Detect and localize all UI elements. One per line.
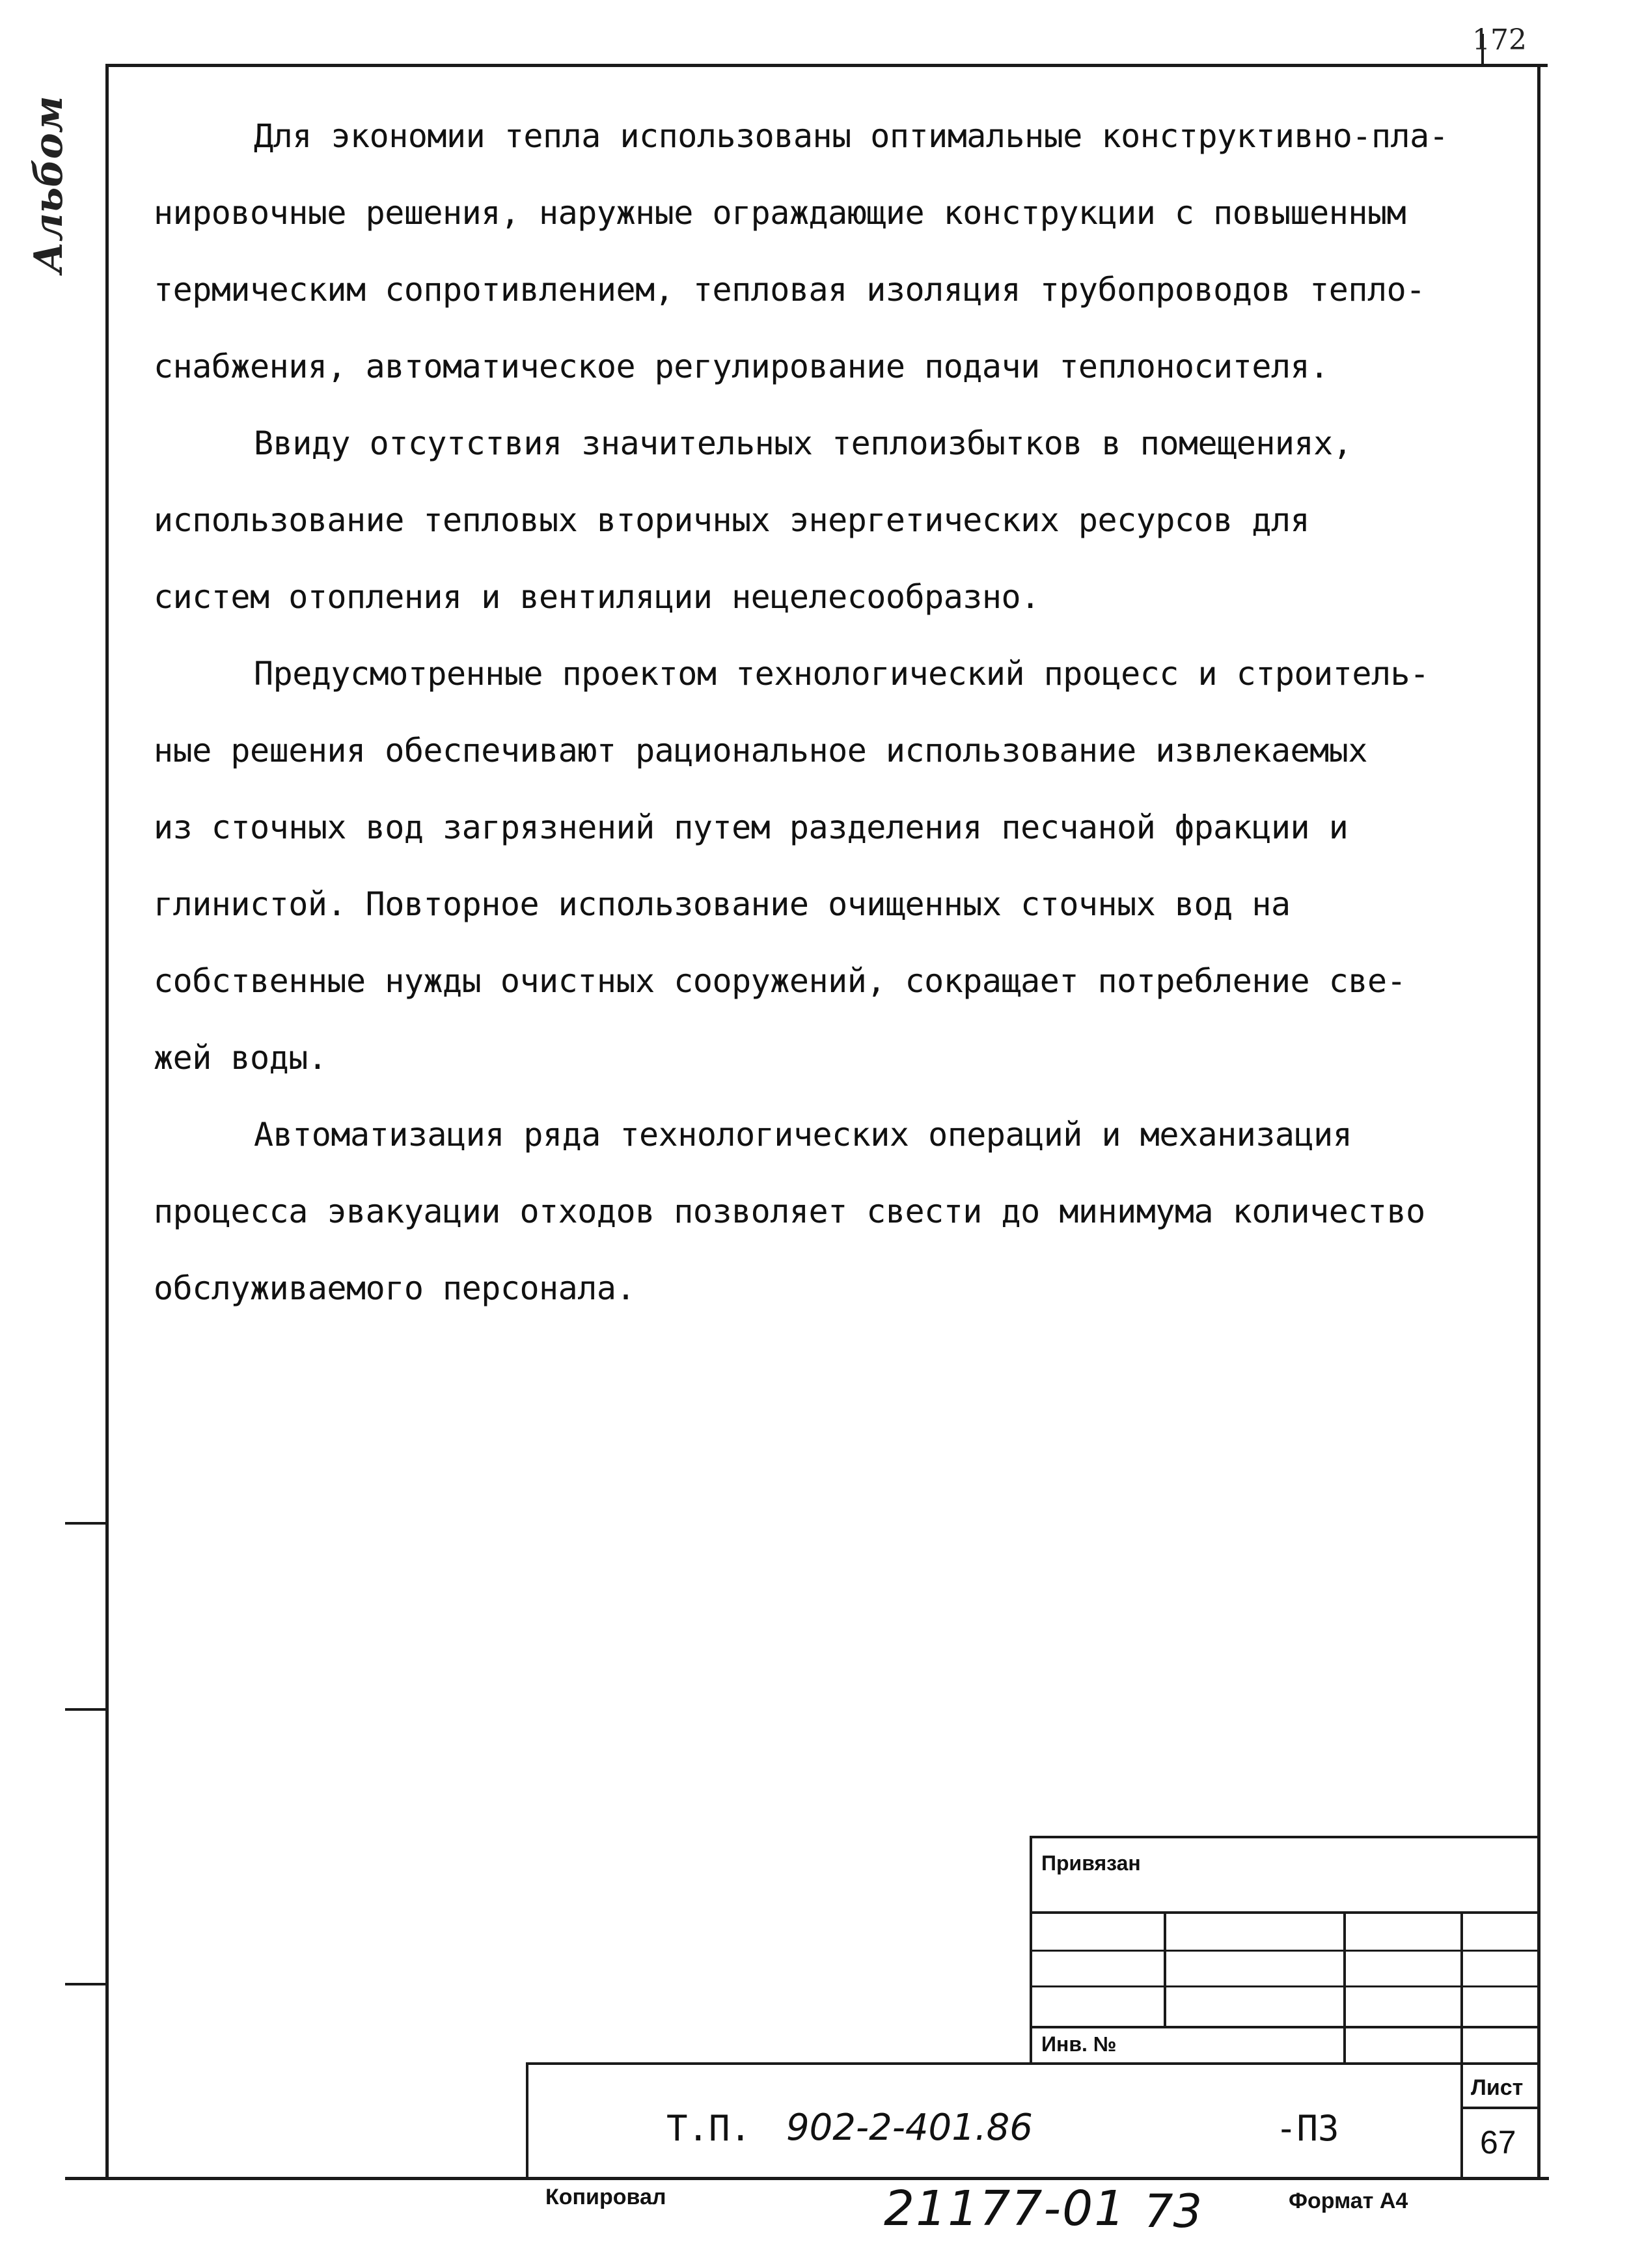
- paragraph: [154, 405, 1527, 635]
- frame-top: [105, 64, 1548, 67]
- stamp-row-line: [1030, 1950, 1540, 1952]
- tp-number: 902-2-401.86: [786, 2107, 1033, 2149]
- text-line: использование тепловых вторичных энергетических ресурсов для: [154, 501, 1310, 539]
- stamp-row-line: [1030, 1985, 1540, 1987]
- paragraph: [154, 1096, 1527, 1327]
- margin-tick: [65, 1983, 107, 1985]
- frame-left: [105, 64, 109, 2179]
- text-line: снабжения, автоматическое регулирование подачи теплоносителя.: [154, 348, 1329, 385]
- list-number: 67: [1480, 2124, 1516, 2161]
- stamp-col-line: [1460, 1911, 1463, 2178]
- frame-right: [1537, 64, 1540, 2179]
- text-line: Ввиду отсутствия значительных теплоизбытков в помещениях,: [254, 424, 1352, 462]
- format-label: Формат А4: [1289, 2189, 1408, 2213]
- text-line: процесса эвакуации отходов позволяет свести до минимума количество: [154, 1193, 1425, 1230]
- text-line: систем отопления и вентиляции нецелесообразно.: [154, 578, 1040, 616]
- tp-prefix: Т.П.: [666, 2108, 752, 2149]
- stamp-list-divider: [1460, 2107, 1540, 2109]
- text-line: ные решения обеспечивают рациональное использование извлекаемых: [154, 732, 1367, 769]
- text-line: Автоматизация ряда технологических операций и механизация: [254, 1116, 1352, 1154]
- margin-tick: [65, 1522, 107, 1525]
- margin-tick: [65, 1708, 107, 1711]
- privyazan-label: Привязан: [1041, 1851, 1141, 1875]
- text-line: глинистой. Повторное использование очищенных сточных вод на: [154, 885, 1291, 923]
- paragraph: [154, 98, 1527, 405]
- body-text: [154, 98, 1527, 1327]
- text-line: собственные нужды очистных сооружений, сокращает потребление све-: [154, 962, 1406, 1000]
- text-line: обслуживаемого персонала.: [154, 1269, 636, 1307]
- sheet-count: 73: [1144, 2185, 1203, 2238]
- list-label: Лист: [1471, 2075, 1524, 2100]
- stamp-row-line: [1030, 2026, 1540, 2028]
- paragraph: [154, 635, 1527, 1096]
- text-line: термическим сопротивлением, тепловая изоляция трубопроводов тепло-: [154, 271, 1425, 309]
- stamp-upper-top: [1030, 1836, 1540, 1838]
- text-line: Для экономии тепла использованы оптимальные конструктивно-пла-: [254, 117, 1449, 155]
- inv-label: Инв. №: [1041, 2032, 1117, 2056]
- stamp-lower-left: [526, 2062, 528, 2179]
- text-line: жей воды.: [154, 1039, 327, 1077]
- stamp-lower-top: [526, 2062, 1540, 2065]
- text-line: Предусмотренные проектом технологический процесс и строитель-: [254, 655, 1429, 693]
- margin-note: Альбом: [26, 96, 72, 273]
- copied-label: Копировал: [545, 2185, 666, 2209]
- text-line: нировочные решения, наружные ограждающие конструкции с повышенным: [154, 194, 1406, 232]
- stamp-row-line: [1030, 1911, 1540, 1914]
- stamp-col-line: [1164, 1911, 1166, 2028]
- stamp-col-line: [1343, 1911, 1346, 2065]
- order-number: 21177-01: [884, 2181, 1127, 2237]
- text-line: из сточных вод загрязнений путем разделения песчаной фракции и: [154, 809, 1348, 846]
- frame-bottom: [65, 2177, 1549, 2180]
- doc-code: -ПЗ: [1276, 2108, 1339, 2149]
- page-number: 172: [1472, 23, 1527, 57]
